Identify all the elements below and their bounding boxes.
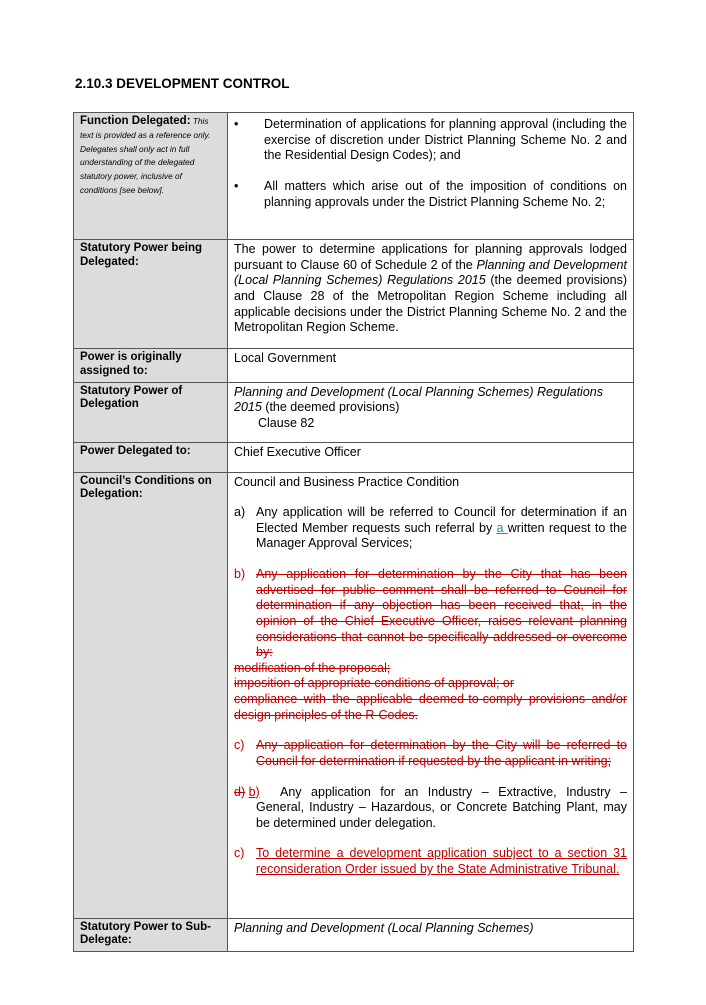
row-council-conditions [74, 472, 634, 918]
function-note: This text is provided as a reference only. Delegates shall only act in full understanding of the delegated statutory power, inclusive of conditions [see below]. [80, 116, 211, 195]
row-originally-assigned [74, 349, 634, 383]
condition-b-sub-3: compliance with the applicable deemed-to-comply provisions and/or design principles of the R-Codes. [234, 692, 627, 722]
label-statutory-power: Statutory Power being Delegated: [74, 240, 228, 349]
label-sub-delegate: Statutory Power to Sub-Delegate: [74, 918, 228, 952]
condition-b-sub-1: modification of the proposal; [234, 660, 391, 675]
value-council-conditions [228, 472, 634, 918]
condition-b-deleted: b) Any application for determination by the City that has been advertised for public comment shall be referred to Council for determination if any objection has been received that, in the opinion of the Chief Executive Officer, raises relevant planning considerations that cannot be specifically addressed or overcome by: [234, 567, 627, 660]
row-statutory-power [74, 240, 634, 349]
inserted-marker: b) [248, 784, 260, 799]
row-power-of-delegation [74, 382, 634, 442]
bullet-icon: • [234, 178, 239, 193]
row-function-delegated [74, 113, 634, 240]
value-sub-delegate: Planning and Development (Local Planning Schemes) [228, 918, 634, 952]
function-list [234, 117, 627, 210]
value-delegated-to: Chief Executive Officer [228, 442, 634, 472]
label-originally-assigned: Power is originally assigned to: [74, 349, 228, 383]
row-sub-delegate [74, 918, 634, 952]
label-power-of-delegation: Statutory Power of Delegation [74, 382, 228, 442]
value-statutory-power: The power to determine applications for planning approvals lodged pursuant to Clause 60 of Schedule 2 of the Planning and Development (Local Planning Schemes) Regulations 2015 (the deemed provisions) and Clause 28 of the Metropolitan Region Scheme including all applicable decisions under the District Planning Scheme No. 2 and the Metropolitan Region Scheme. [228, 240, 634, 349]
conditions-intro: Council and Business Practice Condition [234, 474, 460, 489]
delegation-table [73, 112, 634, 952]
condition-new-c: c) To determine a development application subject to a section 31 reconsideration Order issued by the State Administrative Tribunal. [234, 846, 627, 877]
value-originally-assigned: Local Government [228, 349, 634, 383]
value-power-of-delegation: Planning and Development (Local Planning Schemes) Regulations 2015 (the deemed provisions) Clause 82 [228, 382, 634, 442]
delegation-regulations: Planning and Development (Local Planning Schemes) Regulations 2015 [234, 384, 603, 415]
function-item-2: • All matters which arise out of the imposition of conditions on planning approvals under the District Planning Scheme No. 2; [234, 178, 627, 209]
label-council-conditions: Council’s Conditions on Delegation: [74, 472, 228, 918]
function-item-1: • Determination of applications for planning approval (including the exercise of discretion under District Planning Scheme No. 2 and the Residential Design Codes); and [234, 117, 627, 163]
function-label: Function Delegated: [80, 115, 191, 127]
section-heading: 2.10.3 DEVELOPMENT CONTROL [75, 76, 290, 91]
label-delegated-to: Power Delegated to: [74, 442, 228, 472]
delegation-clause: Clause 82 [258, 415, 315, 430]
label-function-delegated [74, 113, 228, 240]
condition-c-deleted: c) Any application for determination by the City will be referred to Council for determination if requested by the applicant in writing; [234, 738, 627, 768]
condition-b-sub-2: imposition of appropriate conditions of approval; or [234, 676, 515, 691]
bullet-icon: • [234, 117, 239, 131]
row-delegated-to [74, 442, 634, 472]
inserted-text: a [496, 520, 508, 535]
regulations-title: Planning and Development (Local Planning Schemes) Regulations 2015 [234, 257, 627, 288]
condition-d: d) b) Any application for an Industry – Extractive, Industry – General, Industry – Hazardous, or Concrete Batching Plant, may be determined under delegation. [234, 784, 627, 830]
condition-a: a) Any application will be referred to Council for determination if an Elected Member requests such referral by a written request to the Manager Approval Services; [234, 505, 627, 551]
deleted-marker: d) [234, 784, 246, 799]
value-function-delegated [228, 113, 634, 240]
